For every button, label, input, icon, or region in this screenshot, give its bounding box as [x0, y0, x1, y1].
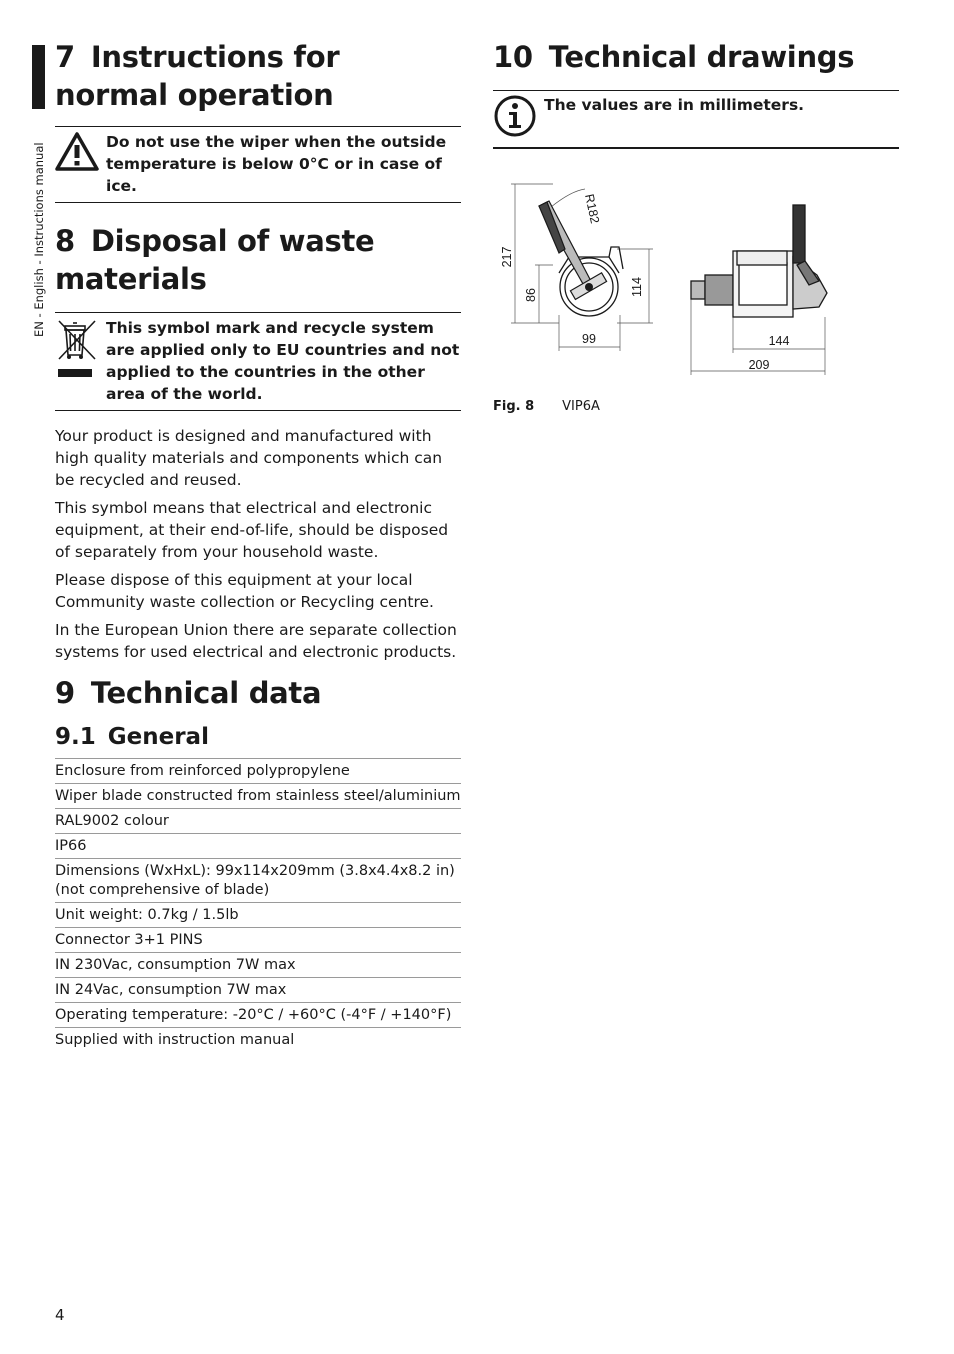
technical-drawing-svg — [493, 177, 899, 381]
section-7-number: 7 — [55, 40, 75, 74]
section-9-number: 9 — [55, 676, 75, 710]
section-7-title: Instructions for normal operation — [55, 40, 340, 112]
spec-table — [55, 758, 461, 1052]
sidebar-label: EN - English - Instructions manual — [32, 142, 46, 337]
dim-label-114: 114 — [630, 277, 644, 297]
spec-cell: IP66 — [55, 834, 461, 859]
right-column — [493, 38, 899, 415]
paragraph: Your product is designed and manufactured with high quality materials and components which can be recycled and reused. — [55, 427, 443, 489]
recycle-notice-text: This symbol mark and recycle system are applied only to EU countries and not applied to the countries in the other area of the world. — [106, 319, 460, 403]
warning-text: Do not use the wiper when the outside temperature is below 0°C or in case of ice. — [106, 133, 447, 195]
section-8-heading — [55, 222, 461, 298]
page-number: 4 — [55, 1306, 65, 1324]
spec-cell: Wiper blade constructed from stainless steel/aluminium — [55, 784, 461, 809]
table-row — [55, 978, 461, 1003]
section-9-1-number: 9.1 — [55, 724, 96, 750]
side-marker-bar — [32, 45, 45, 109]
paragraph: In the European Union there are separate collection systems for used electrical and electronic products. — [55, 621, 457, 661]
info-icon — [493, 95, 537, 141]
spec-cell: Enclosure from reinforced polypropylene — [55, 759, 461, 784]
spec-cell: Connector 3+1 PINS — [55, 928, 461, 953]
figure-caption-text: VIP6A — [562, 399, 600, 414]
spec-cell: Operating temperature: -20°C / +60°C (-4°F / +140°F) — [55, 1003, 461, 1028]
crossed-bin-icon — [55, 317, 99, 383]
paragraph: This symbol means that electrical and electronic equipment, at their end-of-life, should be disposed of separately from your household waste. — [55, 499, 449, 561]
dim-label-217: 217 — [500, 246, 514, 268]
paragraph: Please dispose of this equipment at your local Community waste collection or Recycling centre. — [55, 571, 434, 611]
warning-icon — [55, 131, 99, 175]
table-row — [55, 784, 461, 809]
table-row — [55, 903, 461, 928]
side-view-drawing — [500, 184, 653, 351]
dim-label-r182: R182 — [582, 192, 602, 225]
section-9-1-title: General — [107, 724, 209, 750]
recycle-notice-box — [55, 312, 461, 411]
dim-label-209: 209 — [748, 358, 770, 372]
table-row — [55, 1028, 461, 1053]
dim-label-144: 144 — [768, 334, 790, 348]
disposal-paragraphs — [55, 425, 461, 663]
dim-label-86: 86 — [524, 288, 538, 302]
section-9-heading — [55, 674, 461, 712]
spec-cell: Unit weight: 0.7kg / 1.5lb — [55, 903, 461, 928]
table-row — [55, 834, 461, 859]
figure-label: Fig. 8 — [493, 399, 535, 414]
section-10-number: 10 — [493, 40, 533, 74]
table-row — [55, 859, 461, 903]
spec-cell: Supplied with instruction manual — [55, 1032, 295, 1048]
spec-cell: Dimensions (WxHxL): 99x114x209mm (3.8x4.4x8.2 in) (not comprehensive of blade) — [55, 859, 461, 903]
table-row — [55, 809, 461, 834]
figure-caption — [493, 399, 899, 415]
table-row — [55, 759, 461, 784]
section-10-heading — [493, 38, 899, 76]
section-9-1-heading — [55, 722, 461, 752]
table-row — [55, 928, 461, 953]
section-7-heading — [55, 38, 461, 114]
table-row — [55, 953, 461, 978]
left-column — [55, 38, 461, 1052]
top-view-drawing — [691, 205, 827, 375]
technical-drawing — [493, 177, 899, 385]
info-box — [493, 90, 899, 149]
spec-cell: RAL9002 colour — [55, 809, 461, 834]
section-8-title: Disposal of waste materials — [55, 224, 375, 296]
warning-box — [55, 126, 461, 203]
table-row — [55, 1003, 461, 1028]
info-text: The values are in millimeters. — [544, 96, 805, 114]
spec-cell: IN 230Vac, consumption 7W max — [55, 953, 461, 978]
section-9-title: Technical data — [90, 676, 322, 710]
dim-label-99: 99 — [582, 332, 596, 346]
spec-cell: IN 24Vac, consumption 7W max — [55, 978, 461, 1003]
section-8-number: 8 — [55, 224, 75, 258]
section-10-title: Technical drawings — [548, 40, 855, 74]
